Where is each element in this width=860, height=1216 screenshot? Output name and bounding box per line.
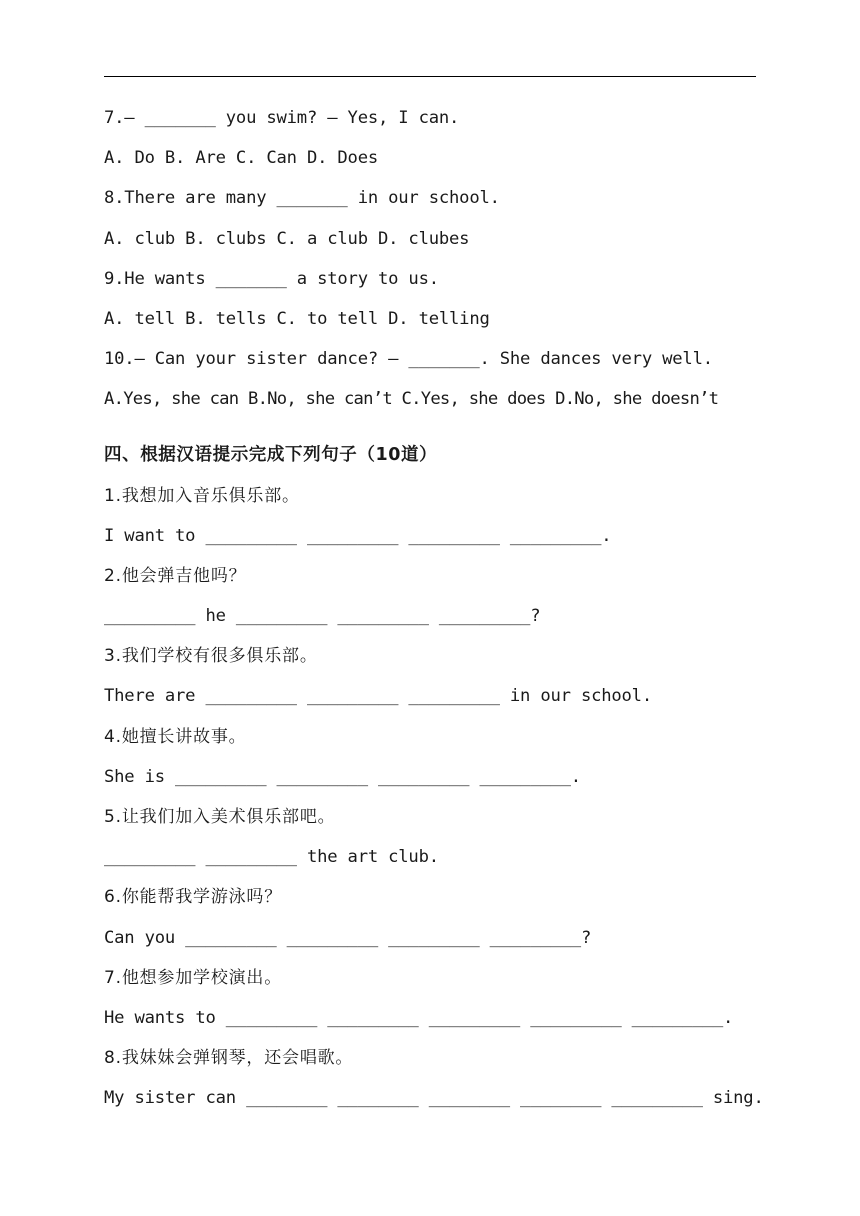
question-8: 8.There are many _______ in our school. <box>104 188 500 209</box>
header-rule <box>104 76 756 77</box>
item-8-english: My sister can ________ ________ ________ ________ _________ sing. <box>104 1088 764 1109</box>
item-6-english: Can you _________ _________ _________ _________? <box>104 927 592 948</box>
question-10-options: A.Yes, she can B.No, she can’t C.Yes, she does D.No, she doesn’t <box>104 389 719 410</box>
item-6-chinese: 6.你能帮我学游泳吗？ <box>104 887 283 908</box>
question-7-options: A. Do B. Are C. Can D. Does <box>104 148 378 169</box>
item-2-chinese: 2.他会弹吉他吗？ <box>104 565 247 586</box>
section-4-title: 四、根据汉语提示完成下列句子（10道） <box>104 444 438 465</box>
question-7: 7.— _______ you swim? — Yes, I can. <box>104 108 460 128</box>
question-10: 10.— Can your sister dance? — _______. She dances very well. <box>104 349 713 370</box>
question-9-options: A. tell B. tells C. to tell D. telling <box>104 308 490 329</box>
item-4-english: She is _________ _________ _________ _________. <box>104 766 581 787</box>
item-4-chinese: 4.她擅长讲故事。 <box>104 726 247 747</box>
item-5-english: _________ _________ the art club. <box>104 847 439 868</box>
item-1-english: I want to _________ _________ _________ _________. <box>104 525 612 546</box>
item-3-chinese: 3.我们学校有很多俱乐部。 <box>104 646 318 667</box>
section-3-questions <box>104 98 764 420</box>
worksheet-content <box>104 98 764 1119</box>
item-8-chinese: 8.我妹妹会弹钢琴，还会唱歌。 <box>104 1048 354 1069</box>
item-1-chinese: 1.我想加入音乐俱乐部。 <box>104 485 300 506</box>
item-7-chinese: 7.他想参加学校演出。 <box>104 967 283 988</box>
question-8-options: A. club B. clubs C. a club D. clubes <box>104 228 470 249</box>
question-9: 9.He wants _______ a story to us. <box>104 268 439 289</box>
item-3-english: There are _________ _________ _________ in our school. <box>104 686 652 707</box>
section-4-items <box>104 476 764 1119</box>
item-7-english: He wants to _________ _________ _________ _________ _________. <box>104 1007 734 1028</box>
item-5-chinese: 5.让我们加入美术俱乐部吧。 <box>104 807 336 827</box>
item-2-english: _________ he _________ _________ _________? <box>104 606 541 627</box>
